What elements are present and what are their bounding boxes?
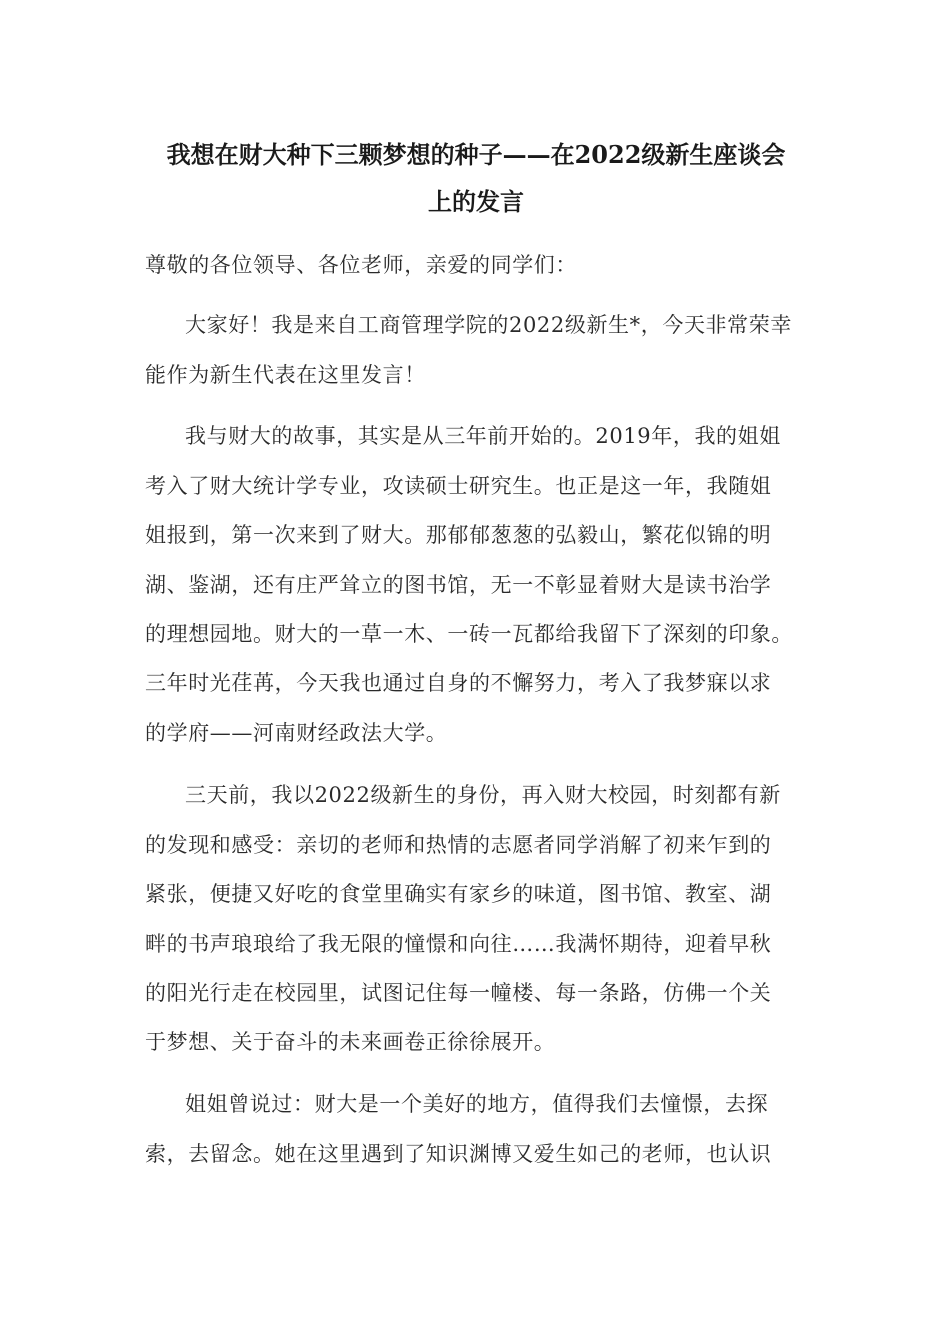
paragraph-line: 能作为新生代表在这里发言！ [145,363,426,387]
paragraph-line: 姐报到，第一次来到了财大。那郁郁葱葱的弘毅山，繁花似锦的明 [145,523,772,547]
document-title-line-1: 我想在财大种下三颗梦想的种子——在2022级新生座谈会 [166,140,786,169]
paragraph-line: 的阳光行走在校园里，试图记住每一幢楼、每一条路，仿佛一个关 [145,981,772,1005]
paragraph-line: 索，去留念。她在这里遇到了知识渊博又爱生如己的老师，也认识 [145,1142,772,1166]
paragraph-line: 畔的书声琅琅给了我无限的憧憬和向往……我满怀期待，迎着早秋 [145,932,772,956]
paragraph-line: 考入了财大统计学专业，攻读硕士研究生。也正是这一年，我随姐 [145,474,772,498]
paragraph-line: 于梦想、关于奋斗的未来画卷正徐徐展开。 [145,1030,556,1054]
paragraph-line: 的发现和感受：亲切的老师和热情的志愿者同学消解了初来乍到的 [145,833,772,857]
document-title-line-2: 上的发言 [428,187,524,216]
paragraph-line: 湖、鉴湖，还有庄严耸立的图书馆，无一不彰显着财大是读书治学 [145,573,772,597]
paragraph-line: 姐姐曾说过：财大是一个美好的地方，值得我们去憧憬，去探 [185,1092,769,1116]
paragraph-line: 我与财大的故事，其实是从三年前开始的。2019年，我的姐姐 [185,424,781,448]
paragraph-line: 紧张，便捷又好吃的食堂里确实有家乡的味道，图书馆、教室、湖 [145,882,772,906]
salutation: 尊敬的各位领导、各位老师，亲爱的同学们： [145,253,577,277]
paragraph-line: 大家好！我是来自工商管理学院的2022级新生*，今天非常荣幸 [185,313,792,337]
paragraph-line: 的理想园地。财大的一草一木、一砖一瓦都给我留下了深刻的印象。 [145,622,793,646]
paragraph-line: 三天前，我以2022级新生的身份，再入财大校园，时刻都有新 [185,783,781,807]
paragraph-line: 三年时光荏苒，今天我也通过自身的不懈努力，考入了我梦寐以求 [145,671,772,695]
paragraph-line: 的学府——河南财经政法大学。 [145,721,448,745]
